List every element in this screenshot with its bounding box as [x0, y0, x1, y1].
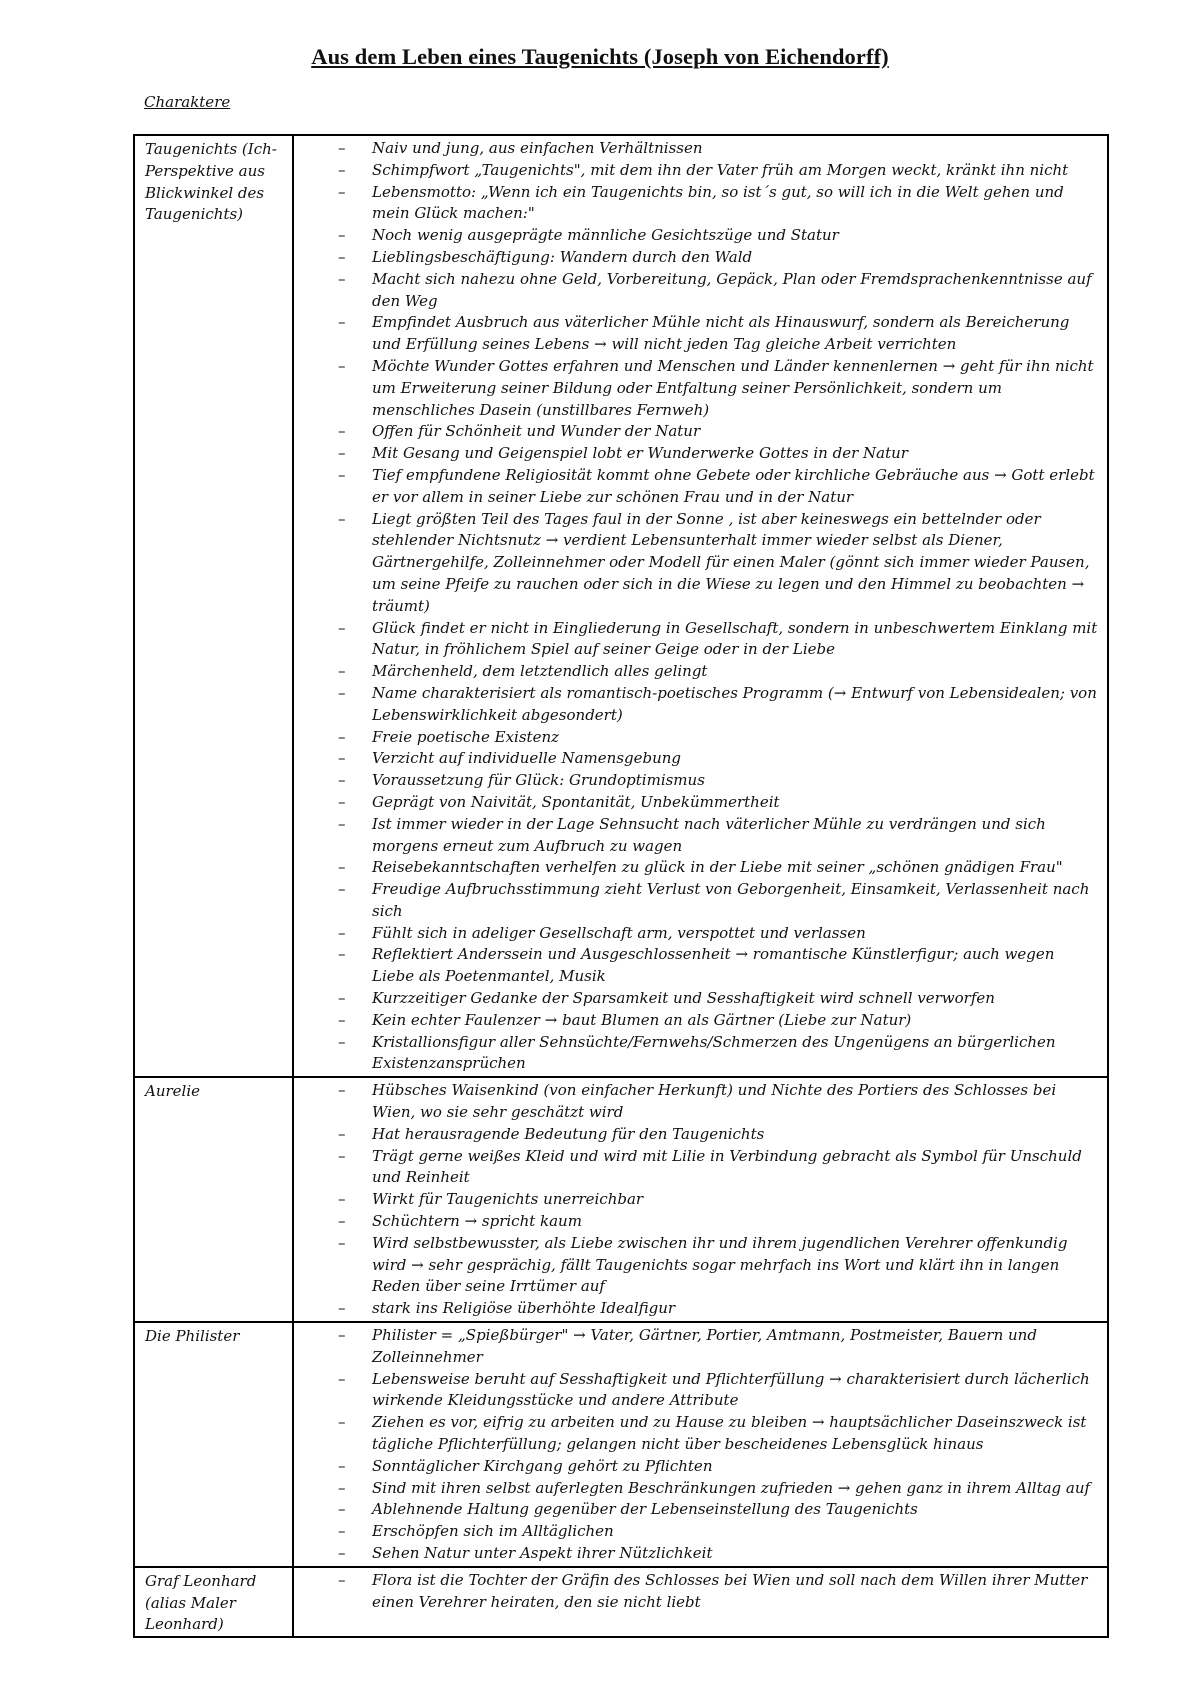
character-name: Aurelie — [145, 1082, 201, 1101]
bullet-dash: – — [338, 1500, 346, 1519]
bullet-dash: – — [338, 356, 346, 375]
trait-text: Flora ist die Tochter der Gräfin des Schlosses bei Wien und soll nach dem Willen ihrer Mutter einen Verehrer heiraten, den sie nicht liebt — [372, 1570, 1088, 1611]
trait-text: Reisebekanntschaften verhelfen zu glück in der Liebe mit seiner „schönen gnädigen Frau" — [372, 858, 1063, 877]
bullet-dash: – — [338, 1326, 346, 1345]
bullet-dash: – — [338, 923, 346, 942]
bullet-dash: – — [338, 1081, 346, 1100]
trait-text: Mit Gesang und Geigenspiel lobt er Wunderwerke Gottes in der Natur — [372, 444, 908, 463]
trait-text: Schimpfwort „Taugenichts", mit dem ihn der Vater früh am Morgen weckt, kränkt ihn nicht — [372, 160, 1069, 179]
list-item — [294, 1570, 1099, 1614]
bullet-dash: – — [338, 182, 346, 201]
list-item — [294, 443, 1099, 465]
document-title: Aus dem Leben eines Taugenichts (Joseph von Eichendorff) — [311, 44, 889, 69]
list-item — [294, 1010, 1099, 1032]
bullet-dash: – — [338, 1124, 346, 1143]
bullet-dash: – — [338, 444, 346, 463]
character-name-cell — [134, 1567, 293, 1637]
character-traits-cell — [293, 1322, 1108, 1567]
list-item — [294, 1478, 1099, 1500]
trait-text: Fühlt sich in adeliger Gesellschaft arm, verspottet und verlassen — [372, 923, 866, 942]
trait-text: Kein echter Faulenzer → baut Blumen an als Gärtner (Liebe zur Natur) — [372, 1010, 912, 1029]
list-item — [294, 1325, 1099, 1369]
trait-text: Glück findet er nicht in Eingliederung in Gesellschaft, sondern in unbeschwertem Einklang mit Natur, in fröhlichem Spiel auf seiner Geige oder in der Liebe — [372, 618, 1098, 659]
bullet-dash: – — [338, 1544, 346, 1562]
list-item — [294, 1456, 1099, 1478]
trait-text: Offen für Schönheit und Wunder der Natur — [372, 422, 701, 441]
list-item — [294, 225, 1099, 247]
character-row — [134, 135, 1108, 1077]
list-item — [294, 1521, 1099, 1543]
trait-text: Sehen Natur unter Aspekt ihrer Nützlichkeit — [372, 1544, 713, 1562]
bullet-dash: – — [338, 422, 346, 441]
trait-list — [294, 1323, 1107, 1566]
trait-text: Lebensweise beruht auf Sesshaftigkeit und Pflichterfüllung → charakterisiert durch lächerlich wirkende Kleidungsstücke und andere Attribute — [372, 1369, 1090, 1410]
character-name: Die Philister — [145, 1327, 240, 1346]
bullet-dash: – — [338, 247, 346, 266]
bullet-dash: – — [338, 1010, 346, 1029]
list-item — [294, 727, 1099, 749]
trait-text: Macht sich nahezu ohne Geld, Vorbereitung, Gepäck, Plan oder Fremdsprachenkenntnisse auf den Weg — [372, 269, 1092, 310]
bullet-dash: – — [338, 662, 346, 681]
list-item — [294, 356, 1099, 421]
list-item — [294, 748, 1099, 770]
trait-text: Möchte Wunder Gottes erfahren und Menschen und Länder kennenlernen → geht für ihn nicht um Erweiterung seiner Bildung oder Entfaltung seiner Persönlichkeit, sondern um menschliches Dasein (unstillbares Fernweh) — [372, 356, 1094, 419]
bullet-dash: – — [338, 683, 346, 702]
list-item — [294, 465, 1099, 509]
trait-text: Geprägt von Naivität, Spontanität, Unbekümmertheit — [372, 792, 780, 811]
character-traits-cell — [293, 135, 1108, 1077]
bullet-dash: – — [338, 1233, 346, 1252]
bullet-dash: – — [338, 792, 346, 811]
trait-text: Kurzzeitiger Gedanke der Sparsamkeit und Sesshaftigkeit wird schnell verworfen — [372, 989, 995, 1008]
bullet-dash: – — [338, 945, 346, 964]
list-item — [294, 1499, 1099, 1521]
bullet-dash: – — [338, 465, 346, 484]
trait-text: Naiv und jung, aus einfachen Verhältnissen — [372, 139, 703, 157]
bullet-dash: – — [338, 880, 346, 899]
trait-text: Hat herausragende Bedeutung für den Taugenichts — [372, 1124, 765, 1143]
trait-text: Schüchtern → spricht kaum — [372, 1212, 582, 1231]
character-name-cell — [134, 135, 293, 1077]
list-item — [294, 182, 1099, 226]
list-item — [294, 792, 1099, 814]
trait-text: Märchenheld, dem letztendlich alles gelingt — [372, 662, 708, 681]
bullet-dash: – — [338, 814, 346, 833]
trait-text: Liegt größten Teil des Tages faul in der Sonne , ist aber keineswegs ein bettelnder oder stehlender Nichtsnutz → verdient Lebensunterhalt immer wieder selbst als Diener, Gärtnergehilfe, Zolleinnehmer oder Modell für einen Maler (gönnt sich immer wieder Pausen, um seine Pfeife zu rauchen oder sich in die Wiese zu legen und den Himmel zu beobachten → träumt) — [372, 509, 1090, 615]
bullet-dash: – — [338, 1413, 346, 1432]
bullet-dash: – — [338, 749, 346, 768]
trait-text: Lieblingsbeschäftigung: Wandern durch den Wald — [372, 247, 753, 266]
list-item — [294, 247, 1099, 269]
trait-text: Verzicht auf individuelle Namensgebung — [372, 749, 682, 768]
list-item — [294, 1146, 1099, 1190]
list-item — [294, 879, 1099, 923]
trait-text: Kristallionsfigur aller Sehnsüchte/Fernwehs/Schmerzen des Ungenügens an bürgerlichen Existenzansprüchen — [372, 1032, 1056, 1073]
trait-text: stark ins Religiöse überhöhte Idealfigur — [372, 1299, 676, 1318]
trait-text: Ziehen es vor, eifrig zu arbeiten und zu Hause zu bleiben → hauptsächlicher Daseinszweck ist tägliche Pflichterfüllung; gelangen nicht über bescheidenes Lebensglück hinaus — [372, 1413, 1087, 1454]
bullet-dash: – — [338, 139, 346, 157]
list-item — [294, 770, 1099, 792]
trait-text: Freie poetische Existenz — [372, 727, 560, 746]
trait-text: Sind mit ihren selbst auferlegten Beschränkungen zufrieden → gehen ganz in ihrem Alltag auf — [372, 1478, 1091, 1497]
trait-text: Empfindet Ausbruch aus väterlicher Mühle nicht als Hinauswurf, sondern als Bereicherung und Erfüllung seines Lebens → will nicht jeden Tag gleiche Arbeit verrichten — [372, 313, 1070, 354]
bullet-dash: – — [338, 771, 346, 790]
list-item — [294, 1233, 1099, 1298]
bullet-dash: – — [338, 1478, 346, 1497]
trait-text: Tief empfundene Religiosität kommt ohne Gebete oder kirchliche Gebräuche aus → Gott erlebt er vor allem in seiner Liebe zur schönen Frau und in der Natur — [372, 465, 1095, 506]
character-traits-cell — [293, 1077, 1108, 1322]
bullet-dash: – — [338, 1032, 346, 1051]
bullet-dash: – — [338, 269, 346, 288]
bullet-dash: – — [338, 618, 346, 637]
trait-text: Philister = „Spießbürger" → Vater, Gärtner, Portier, Amtmann, Postmeister, Bauern und Zolleinnehmer — [372, 1326, 1037, 1366]
trait-text: Ablehnende Haltung gegenüber der Lebenseinstellung des Taugenichts — [372, 1500, 918, 1519]
trait-text: Freudige Aufbruchsstimmung zieht Verlust von Geborgenheit, Einsamkeit, Verlassenheit nach sich — [372, 880, 1090, 920]
bullet-dash: – — [338, 858, 346, 877]
trait-list — [294, 1568, 1107, 1615]
list-item — [294, 1298, 1099, 1320]
bullet-dash: – — [338, 313, 346, 332]
trait-text: Erschöpfen sich im Alltäglichen — [372, 1522, 614, 1541]
trait-text: Hübsches Waisenkind (von einfacher Herkunft) und Nichte des Portiers des Schlosses bei Wien, wo sie sehr geschätzt wird — [372, 1081, 1057, 1122]
list-item — [294, 509, 1099, 618]
list-item — [294, 618, 1099, 662]
list-item — [294, 661, 1099, 683]
list-item — [294, 683, 1099, 727]
character-name-cell — [134, 1322, 293, 1567]
list-item — [294, 1189, 1099, 1211]
list-item — [294, 138, 1099, 160]
list-item — [294, 923, 1099, 945]
bullet-dash: – — [338, 226, 346, 245]
bullet-dash: – — [338, 1522, 346, 1541]
list-item — [294, 988, 1099, 1010]
list-item — [294, 944, 1099, 988]
trait-text: Sonntäglicher Kirchgang gehört zu Pflichten — [372, 1456, 713, 1475]
character-name-cell — [134, 1077, 293, 1322]
list-item — [294, 1412, 1099, 1456]
trait-text: Wirkt für Taugenichts unerreichbar — [372, 1190, 644, 1209]
bullet-dash: – — [338, 160, 346, 179]
list-item — [294, 1032, 1099, 1076]
list-item — [294, 421, 1099, 443]
trait-text: Trägt gerne weißes Kleid und wird mit Lilie in Verbindung gebracht als Symbol für Unschuld und Reinheit — [372, 1146, 1082, 1187]
trait-text: Lebensmotto: „Wenn ich ein Taugenichts bin, so ist´s gut, so will ich in die Welt gehen und mein Glück machen:" — [372, 182, 1064, 223]
list-item — [294, 1124, 1099, 1146]
character-name: Graf Leonhard (alias Maler Leonhard) — [145, 1571, 257, 1634]
list-item — [294, 160, 1099, 182]
list-item — [294, 1211, 1099, 1233]
character-row — [134, 1567, 1108, 1637]
trait-list — [294, 136, 1107, 1076]
bullet-dash: – — [338, 1190, 346, 1209]
trait-text: Name charakterisiert als romantisch-poetisches Programm (→ Entwurf von Lebensidealen; von Lebenswirklichkeit abgesondert) — [372, 683, 1097, 724]
trait-text: Noch wenig ausgeprägte männliche Gesichtszüge und Statur — [372, 226, 839, 245]
bullet-dash: – — [338, 1146, 346, 1165]
bullet-dash: – — [338, 989, 346, 1008]
bullet-dash: – — [338, 1299, 346, 1318]
list-item — [294, 312, 1099, 356]
list-item — [294, 269, 1099, 313]
bullet-dash: – — [338, 1456, 346, 1475]
bullet-dash: – — [338, 727, 346, 746]
list-item — [294, 1543, 1099, 1565]
character-table — [133, 134, 1109, 1638]
list-item — [294, 1369, 1099, 1413]
character-row — [134, 1322, 1108, 1567]
bullet-dash: – — [338, 1212, 346, 1231]
trait-text: Ist immer wieder in der Lage Sehnsucht nach väterlicher Mühle zu verdrängen und sich morgens erneut zum Aufbruch zu wagen — [372, 814, 1046, 855]
trait-list — [294, 1078, 1107, 1321]
list-item — [294, 1080, 1099, 1124]
character-row — [134, 1077, 1108, 1322]
list-item — [294, 857, 1099, 879]
bullet-dash: – — [338, 509, 346, 528]
trait-text: Voraussetzung für Glück: Grundoptimismus — [372, 771, 705, 790]
bullet-dash: – — [338, 1570, 346, 1589]
list-item — [294, 814, 1099, 858]
character-traits-cell — [293, 1567, 1108, 1637]
trait-text: Reflektiert Anderssein und Ausgeschlossenheit → romantische Künstlerfigur; auch wegen Liebe als Poetenmantel, Musik — [372, 945, 1055, 986]
character-table-body — [134, 135, 1108, 1637]
trait-text: Wird selbstbewusster, als Liebe zwischen ihr und ihrem jugendlichen Verehrer offenkundig wird → sehr gesprächig, fällt Taugenichts sogar mehrfach ins Wort und klärt ihn in langen Reden über seine Irrtümer auf — [372, 1233, 1068, 1296]
character-name: Taugenichts (Ich-Perspektive aus Blickwinkel des Taugenichts) — [145, 140, 277, 224]
bullet-dash: – — [338, 1369, 346, 1388]
section-heading: Charaktere — [144, 93, 231, 111]
